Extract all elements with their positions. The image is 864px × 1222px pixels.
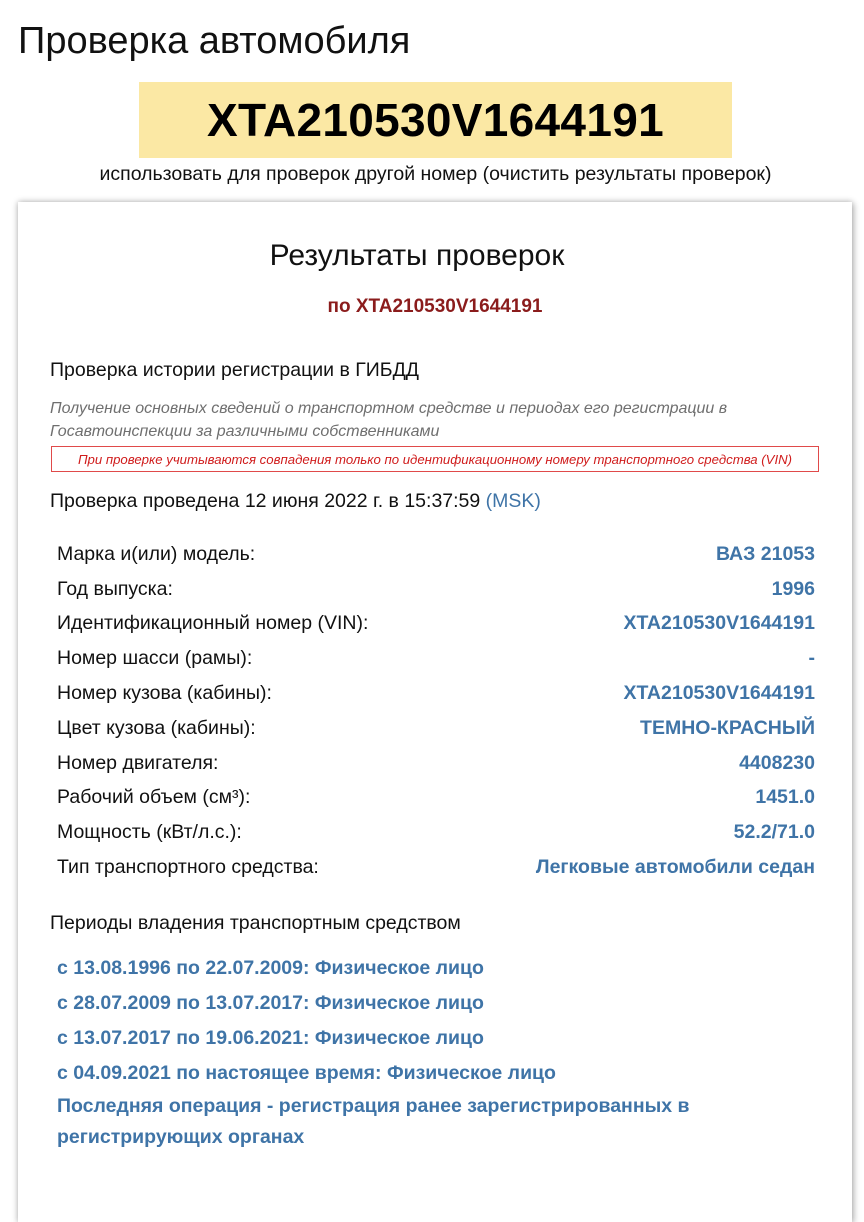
info-label: Цвет кузова (кабины): — [57, 716, 256, 739]
timezone-label: (MSK) — [485, 490, 541, 512]
vin-display — [139, 82, 732, 158]
info-label: Номер кузова (кабины): — [57, 682, 272, 705]
info-row-type — [57, 850, 815, 885]
info-label: Номер шасси (рамы): — [57, 647, 253, 670]
info-row-displacement — [57, 781, 815, 816]
info-label: Идентификационный номер (VIN): — [57, 612, 369, 635]
ownership-period: с 13.07.2017 по 19.06.2021: Физическое лицо — [57, 1027, 484, 1049]
check-date-text: Проверка проведена 12 июня 2022 г. в 15:37:59 — [50, 490, 481, 512]
info-value: ВАЗ 21053 — [715, 542, 815, 565]
vehicle-info-table — [57, 537, 815, 885]
last-operation: Последняя операция - регистрация ранее зарегистрированных в регистрирующих органах — [57, 1095, 690, 1148]
ownership-period: с 28.07.2009 по 13.07.2017: Физическое лицо — [57, 992, 484, 1014]
info-row-model — [57, 537, 815, 572]
info-label: Мощность (кВт/л.с.): — [57, 821, 242, 844]
info-value: XTA210530V1644191 — [623, 682, 815, 705]
check-date — [50, 487, 541, 515]
info-row-vin — [57, 607, 815, 642]
check-title: Проверка истории регистрации в ГИБДД — [50, 359, 420, 381]
ownership-period: с 13.08.1996 по 22.07.2009: Физическое лицо — [57, 957, 484, 979]
info-value: - — [808, 647, 815, 670]
info-value: ТЕМНО-КРАСНЫЙ — [640, 716, 815, 739]
results-title: Результаты проверок — [269, 239, 565, 272]
ownership-title: Периоды владения транспортным средством — [50, 912, 461, 934]
ownership-periods — [57, 951, 817, 1153]
info-value: XTA210530V1644191 — [623, 612, 815, 635]
clear-results-link[interactable]: использовать для проверок другой номер (очистить результаты проверок) — [99, 163, 772, 185]
info-row-body — [57, 676, 815, 711]
info-label: Год выпуска: — [57, 577, 173, 600]
vin-match-warning — [51, 446, 819, 472]
page-title: Проверка автомобиля — [18, 20, 411, 62]
info-row-color — [57, 711, 815, 746]
info-value: 1451.0 — [755, 786, 815, 809]
results-subtitle: по XTA210530V1644191 — [327, 296, 543, 317]
ownership-period: с 04.09.2021 по настоящее время: Физическое лицо — [57, 1062, 556, 1084]
info-label: Марка и(или) модель: — [57, 542, 256, 565]
info-label: Номер двигателя: — [57, 751, 219, 774]
info-value: Легковые автомобили седан — [535, 856, 815, 879]
info-value: 52.2/71.0 — [733, 821, 815, 844]
vin-number: XTA210530V1644191 — [207, 94, 664, 146]
info-row-power — [57, 815, 815, 850]
info-value: 4408230 — [739, 751, 815, 774]
info-row-chassis — [57, 641, 815, 676]
warning-text: При проверке учитываются совпадения только по идентификационному номеру транспортного средства (VIN) — [77, 451, 793, 467]
info-row-year — [57, 572, 815, 607]
info-label: Тип транспортного средства: — [57, 856, 319, 879]
check-description: Получение основных сведений о транспортном средстве и периодах его регистрации в Госавтоинспекции за различными собственниками — [50, 400, 728, 440]
info-value: 1996 — [771, 577, 815, 600]
info-label: Рабочий объем (см³): — [57, 786, 251, 809]
info-row-engine — [57, 746, 815, 781]
